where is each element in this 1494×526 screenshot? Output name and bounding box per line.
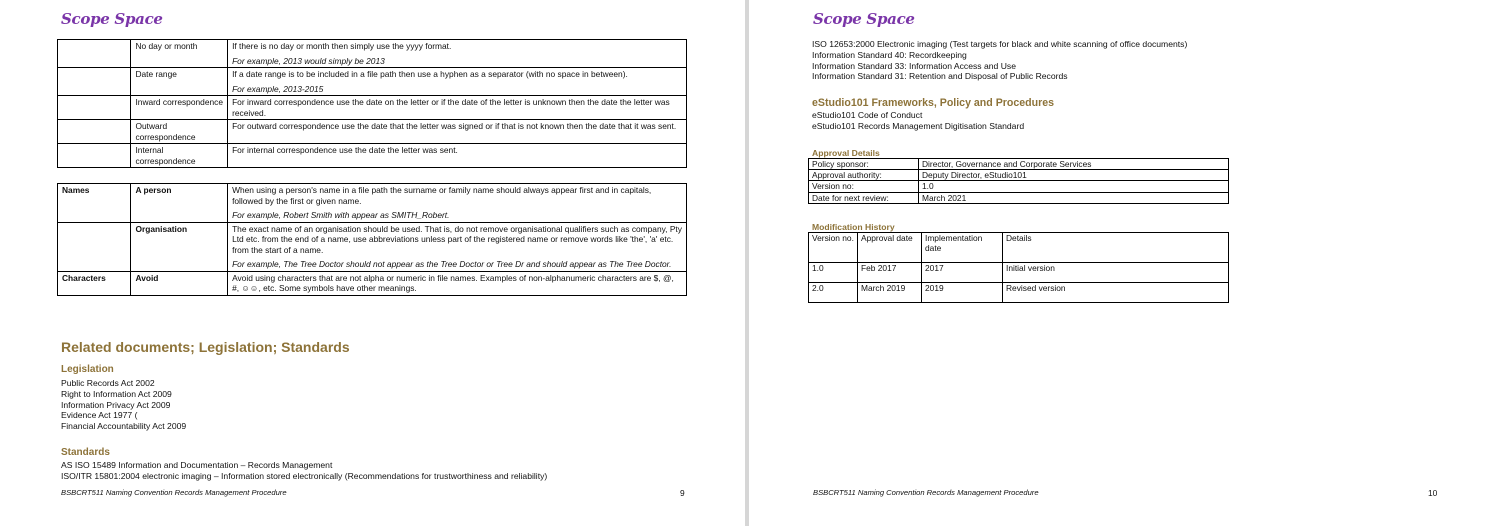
table-cell: Date range bbox=[131, 68, 228, 96]
table-cell: Names bbox=[58, 184, 131, 223]
list-item: eStudio101 Records Management Digitisation Standard bbox=[812, 120, 1025, 131]
table-cell: Avoid bbox=[131, 271, 228, 295]
table-cell: Organisation bbox=[131, 222, 228, 271]
modification-history-heading: Modification History bbox=[812, 222, 895, 232]
example-text: For example, 2013 would simply be 2013 bbox=[232, 55, 385, 66]
example-text: For example, The Tree Doctor should not appear as the Tree Doctor or Tree Dr and should appear as The Tree Doctor. bbox=[232, 259, 672, 269]
table-cell bbox=[228, 40, 687, 68]
table-cell: Avoid using characters that are not alpha or numeric in file names. Examples of non-alphanumeric characters are $, @, #, ☺☺, etc. Some symbols have other meanings. bbox=[228, 271, 687, 295]
table-cell: March 2021 bbox=[919, 192, 1229, 203]
list-item: AS ISO 15489 Information and Documentation – Records Management bbox=[61, 460, 333, 470]
table-row bbox=[58, 68, 687, 96]
scope-space-logo: Scope Space bbox=[61, 10, 163, 28]
column-header: Approval date bbox=[858, 233, 922, 263]
list-item: eStudio101 Code of Conduct bbox=[812, 110, 923, 120]
legislation-heading: Legislation bbox=[61, 364, 114, 375]
list-item: Information Standard 40: Recordkeeping bbox=[812, 49, 967, 60]
table-cell bbox=[58, 144, 131, 168]
rule-text: If a date range is to be included in a file path then use a hyphen as a separator (with no space in between). bbox=[232, 69, 628, 79]
page-footer: BSBCRT511 Naming Convention Records Management Procedure bbox=[61, 488, 287, 497]
table-cell: Approval authority: bbox=[809, 170, 919, 181]
page-footer: BSBCRT511 Naming Convention Records Management Procedure bbox=[813, 488, 1039, 497]
table-cell: For outward correspondence use the date that the letter was signed or if that is not known then the date that it was sent. bbox=[228, 120, 687, 144]
modification-history-table bbox=[808, 232, 1229, 303]
table-cell: March 2019 bbox=[858, 283, 922, 303]
table-cell: 1.0 bbox=[809, 263, 858, 283]
list-item: Information Standard 33: Information Access and Use bbox=[812, 60, 1016, 71]
table-cell: Feb 2017 bbox=[858, 263, 922, 283]
legislation-list bbox=[61, 378, 186, 432]
table-cell: Deputy Director, eStudio101 bbox=[919, 170, 1229, 181]
table-cell: Outward correspondence bbox=[131, 120, 228, 144]
table-cell: For inward correspondence use the date on the letter or if the date of the letter is unknown then the date the letter was received. bbox=[228, 96, 687, 120]
table-cell bbox=[228, 184, 687, 223]
table-cell bbox=[58, 120, 131, 144]
names-characters-table bbox=[57, 183, 687, 296]
frameworks-list bbox=[812, 110, 1024, 132]
table-cell bbox=[58, 40, 131, 68]
table-row bbox=[809, 181, 1229, 192]
list-item: ISO 12653:2000 Electronic imaging (Test targets for black and white scanning of office documents) bbox=[812, 39, 1188, 49]
table-cell: 2019 bbox=[922, 283, 1003, 303]
table-row bbox=[58, 120, 687, 144]
rule-text: The exact name of an organisation should be used. That is, do not remove organisational qualifiers such as company, Pty Ltd etc. from the end of a name, use abbreviations unless part of the registered name or remove words like 'the', 'a' etc. from the start of a name. bbox=[232, 223, 682, 255]
table-row bbox=[58, 40, 687, 68]
table-row bbox=[58, 144, 687, 168]
table-row bbox=[809, 159, 1229, 170]
table-row bbox=[809, 283, 1229, 303]
related-documents-heading: Related documents; Legislation; Standards bbox=[61, 339, 350, 355]
table-cell: 1.0 bbox=[919, 181, 1229, 192]
table-cell: Initial version bbox=[1003, 263, 1229, 283]
table-cell: Version no: bbox=[809, 181, 919, 192]
table-row bbox=[58, 184, 687, 223]
table-row bbox=[809, 192, 1229, 203]
column-header: Details bbox=[1003, 233, 1229, 263]
table-cell: 2017 bbox=[922, 263, 1003, 283]
table-cell bbox=[228, 68, 687, 96]
table-cell bbox=[58, 222, 131, 271]
table-cell bbox=[58, 96, 131, 120]
table-cell: No day or month bbox=[131, 40, 228, 68]
table-row bbox=[809, 263, 1229, 283]
table-cell: Inward correspondence bbox=[131, 96, 228, 120]
table-cell: Policy sponsor: bbox=[809, 159, 919, 170]
page-number: 10 bbox=[1428, 488, 1438, 498]
table-cell: Revised version bbox=[1003, 283, 1229, 303]
table-cell: 2.0 bbox=[809, 283, 858, 303]
document-page-9 bbox=[0, 0, 745, 526]
approval-details-heading: Approval Details bbox=[812, 148, 880, 158]
list-item: Financial Accountability Act 2009 bbox=[61, 421, 187, 432]
document-page-10 bbox=[749, 0, 1494, 526]
frameworks-heading: eStudio101 Frameworks, Policy and Procedures bbox=[812, 97, 1054, 109]
standards-list bbox=[61, 460, 547, 482]
table-cell bbox=[58, 68, 131, 96]
column-header: Implementation date bbox=[922, 233, 1003, 263]
list-item: Information Standard 31: Retention and Disposal of Public Records bbox=[812, 71, 1068, 82]
rule-text: When using a person's name in a file path the surname or family name should always appear first and in capitals, followed by the first or given name. bbox=[232, 185, 652, 206]
table-row bbox=[58, 271, 687, 295]
list-item: Public Records Act 2002 bbox=[61, 378, 155, 388]
table-cell: Internal correspondence bbox=[131, 144, 228, 168]
column-header: Version no. bbox=[809, 233, 858, 263]
example-text: For example, Robert Smith with appear as SMITH_Robert. bbox=[232, 210, 450, 220]
page-number: 9 bbox=[680, 488, 685, 498]
scope-space-logo: Scope Space bbox=[813, 10, 915, 28]
table-cell: For internal correspondence use the date the letter was sent. bbox=[228, 144, 687, 168]
standards-continued-list bbox=[812, 39, 1187, 82]
table-cell: Characters bbox=[58, 271, 131, 295]
rule-text: If there is no day or month then simply use the yyyy format. bbox=[232, 41, 452, 51]
example-text: For example, 2013-2015 bbox=[232, 83, 324, 94]
table-cell: Date for next review: bbox=[809, 192, 919, 203]
date-format-table bbox=[57, 39, 687, 168]
table-cell: Director, Governance and Corporate Services bbox=[919, 159, 1229, 170]
table-cell bbox=[228, 222, 687, 271]
approval-details-table bbox=[808, 158, 1229, 204]
table-row bbox=[809, 170, 1229, 181]
list-item: Information Privacy Act 2009 bbox=[61, 399, 171, 410]
table-header-row bbox=[809, 233, 1229, 263]
list-item: Evidence Act 1977 ( bbox=[61, 410, 138, 421]
table-row bbox=[58, 96, 687, 120]
list-item: ISO/ITR 15801:2004 electronic imaging – Information stored electronically (Recommendations for trustworthiness and reliability) bbox=[61, 470, 548, 481]
standards-heading: Standards bbox=[61, 447, 110, 458]
list-item: Right to Information Act 2009 bbox=[61, 388, 172, 399]
table-row bbox=[58, 222, 687, 271]
table-cell: A person bbox=[131, 184, 228, 223]
